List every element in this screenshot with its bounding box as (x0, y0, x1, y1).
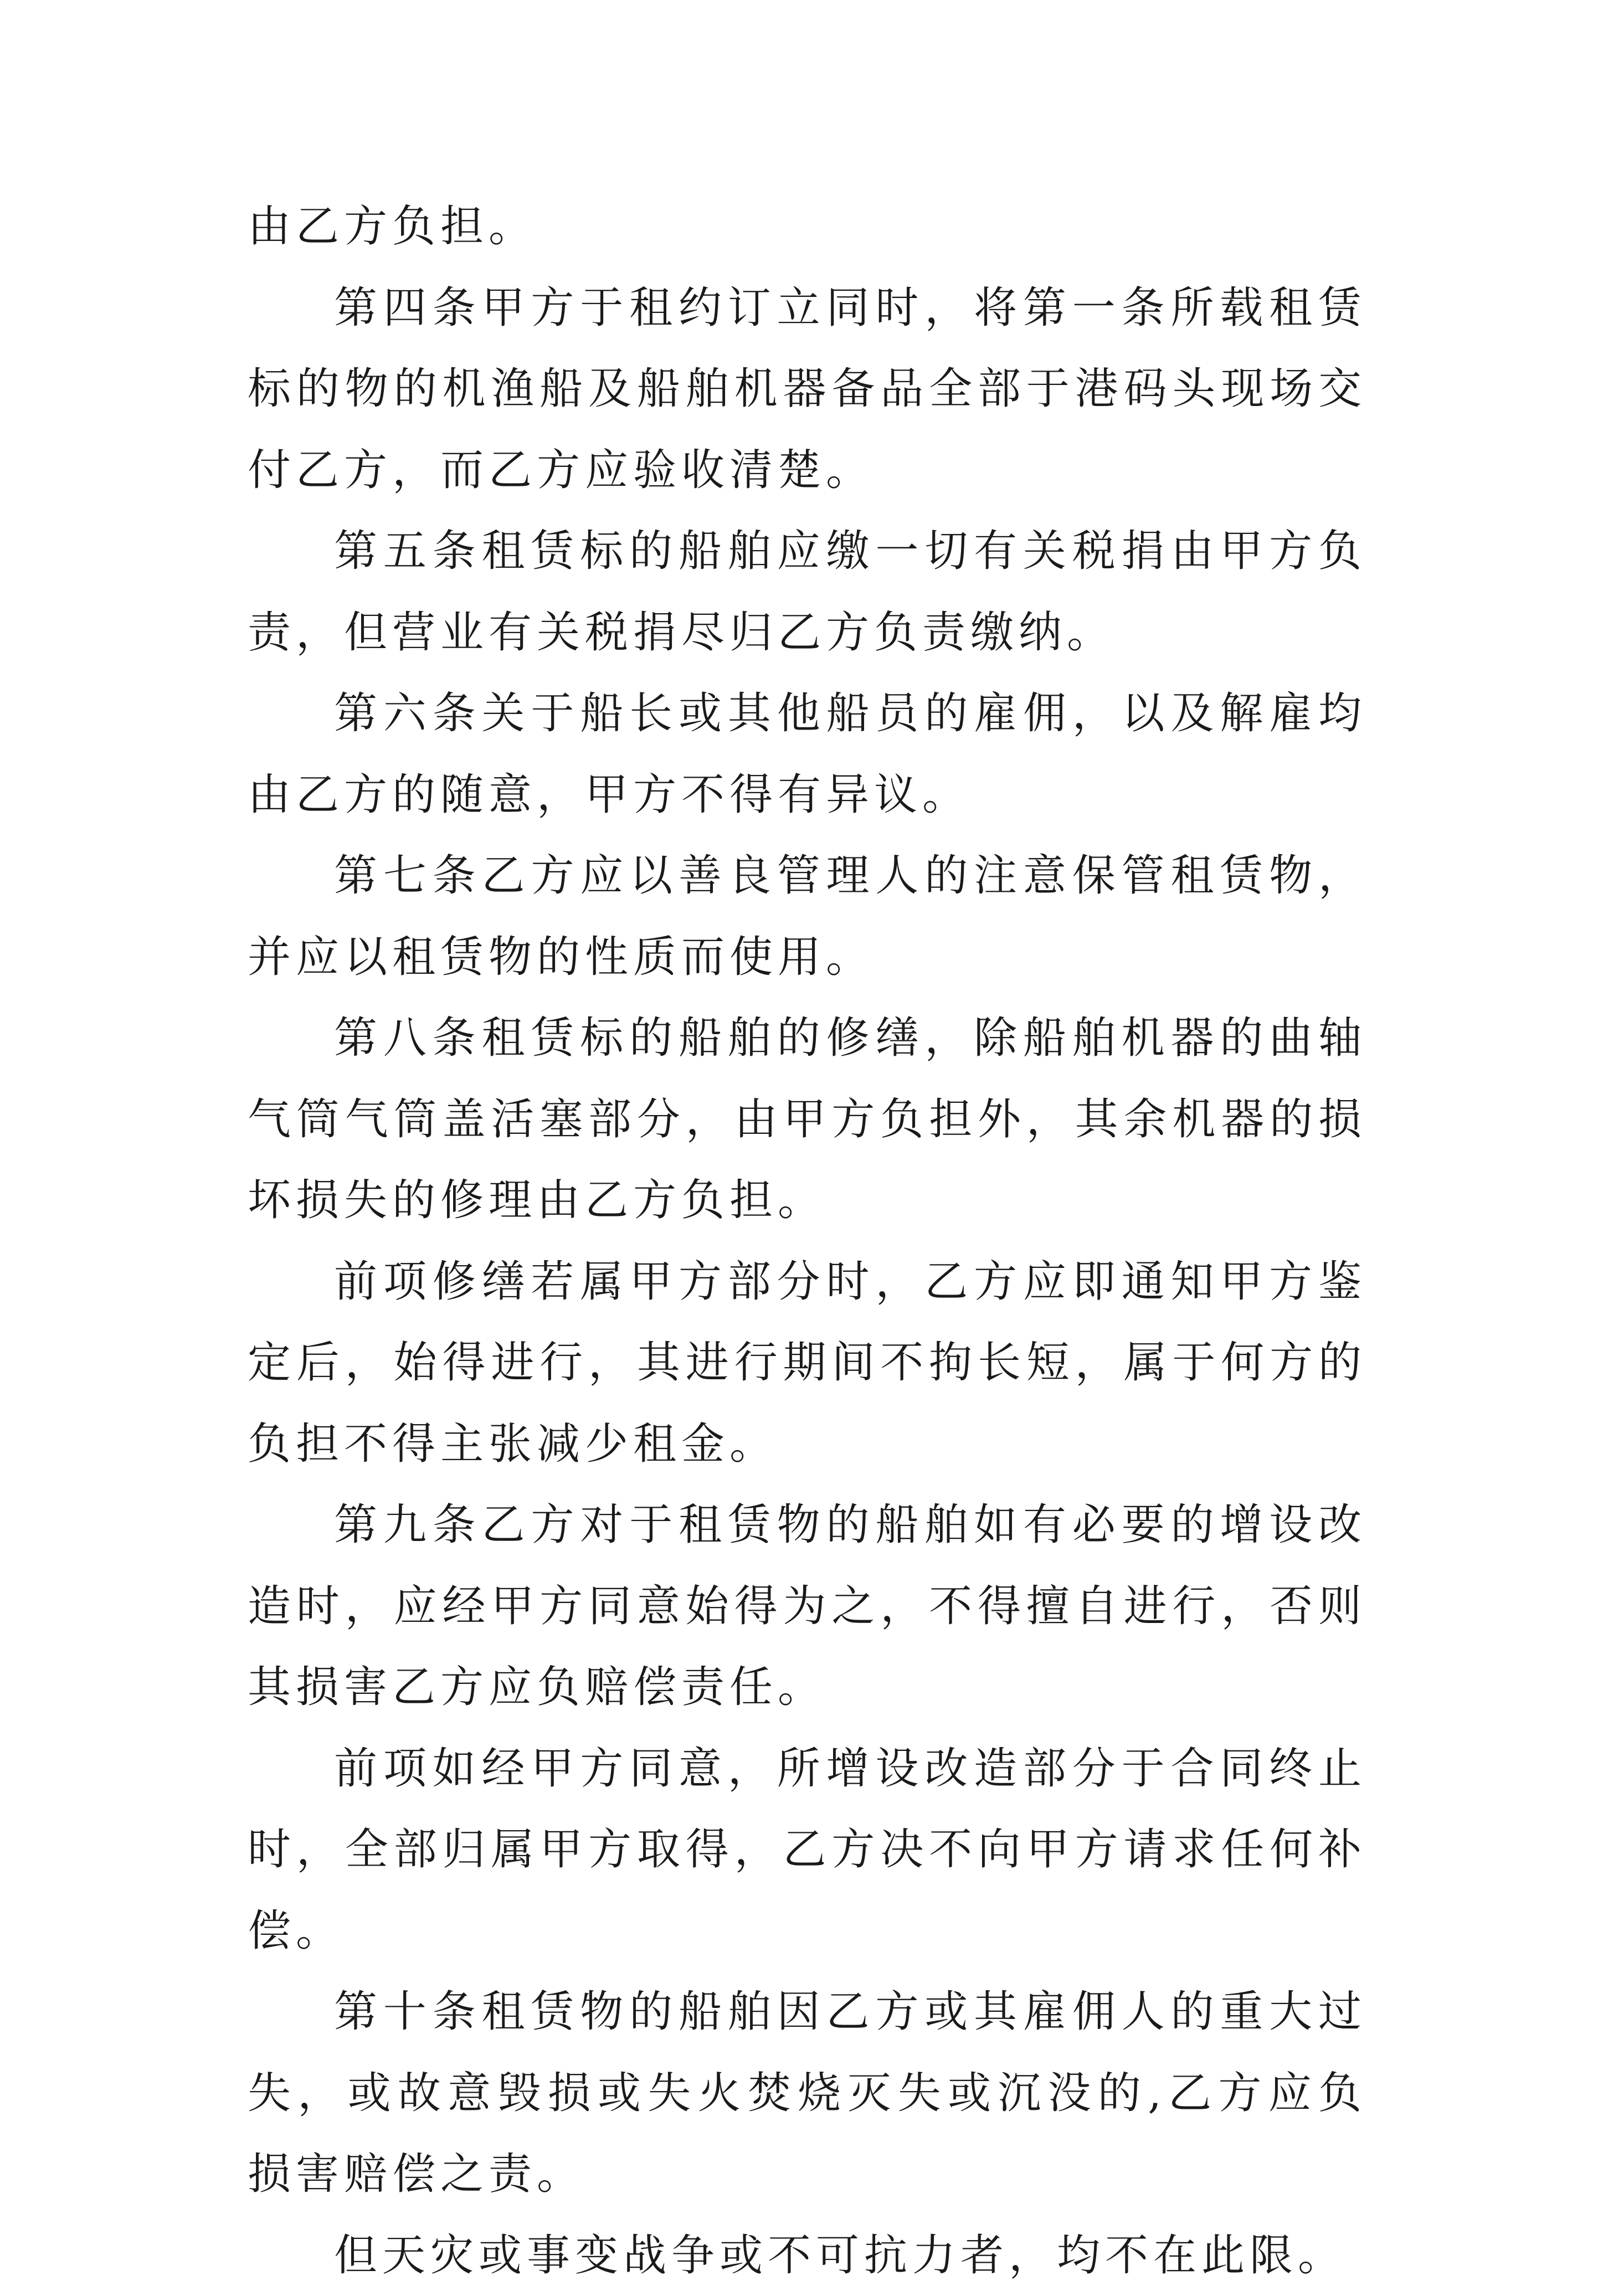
paragraph: 前项修缮若属甲方部分时，乙方应即通知甲方鉴定后，始得进行，其进行期间不拘长短，属于何方的负担不得主张减少租金。 (248, 1241, 1366, 1485)
paragraph: 第六条关于船长或其他船员的雇佣，以及解雇均由乙方的随意，甲方不得有异议。 (248, 673, 1366, 835)
paragraph: 第八条租赁标的船舶的修缮，除船舶机器的曲轴气筒气筒盖活塞部分，由甲方负担外，其余机器的损坏损失的修理由乙方负担。 (248, 998, 1366, 1241)
paragraph: 第四条甲方于租约订立同时，将第一条所载租赁标的物的机渔船及船舶机器备品全部于港码头现场交付乙方，而乙方应验收清楚。 (248, 268, 1366, 511)
paragraph: 第七条乙方应以善良管理人的注意保管租赁物，并应以租赁物的性质而使用。 (248, 835, 1366, 998)
paragraph: 第十条租赁物的船舶因乙方或其雇佣人的重大过失，或故意毁损或失火焚烧灭失或沉没的,乙方应负损害赔偿之责。 (248, 1971, 1366, 2215)
document-body (248, 186, 1366, 2296)
paragraph: 第九条乙方对于租赁物的船舶如有必要的增设改造时，应经甲方同意始得为之，不得擅自进行，否则其损害乙方应负赔偿责任。 (248, 1485, 1366, 1728)
paragraph: 前项如经甲方同意，所增设改造部分于合同终止时，全部归属甲方取得，乙方决不向甲方请求任何补偿。 (248, 1728, 1366, 1972)
paragraph: 由乙方负担。 (248, 186, 1366, 268)
paragraph: 但天灾或事变战争或不可抗力者，均不在此限。 (248, 2215, 1366, 2296)
paragraph: 第五条租赁标的船舶应缴一切有关税捐由甲方负责，但营业有关税捐尽归乙方负责缴纳。 (248, 511, 1366, 673)
